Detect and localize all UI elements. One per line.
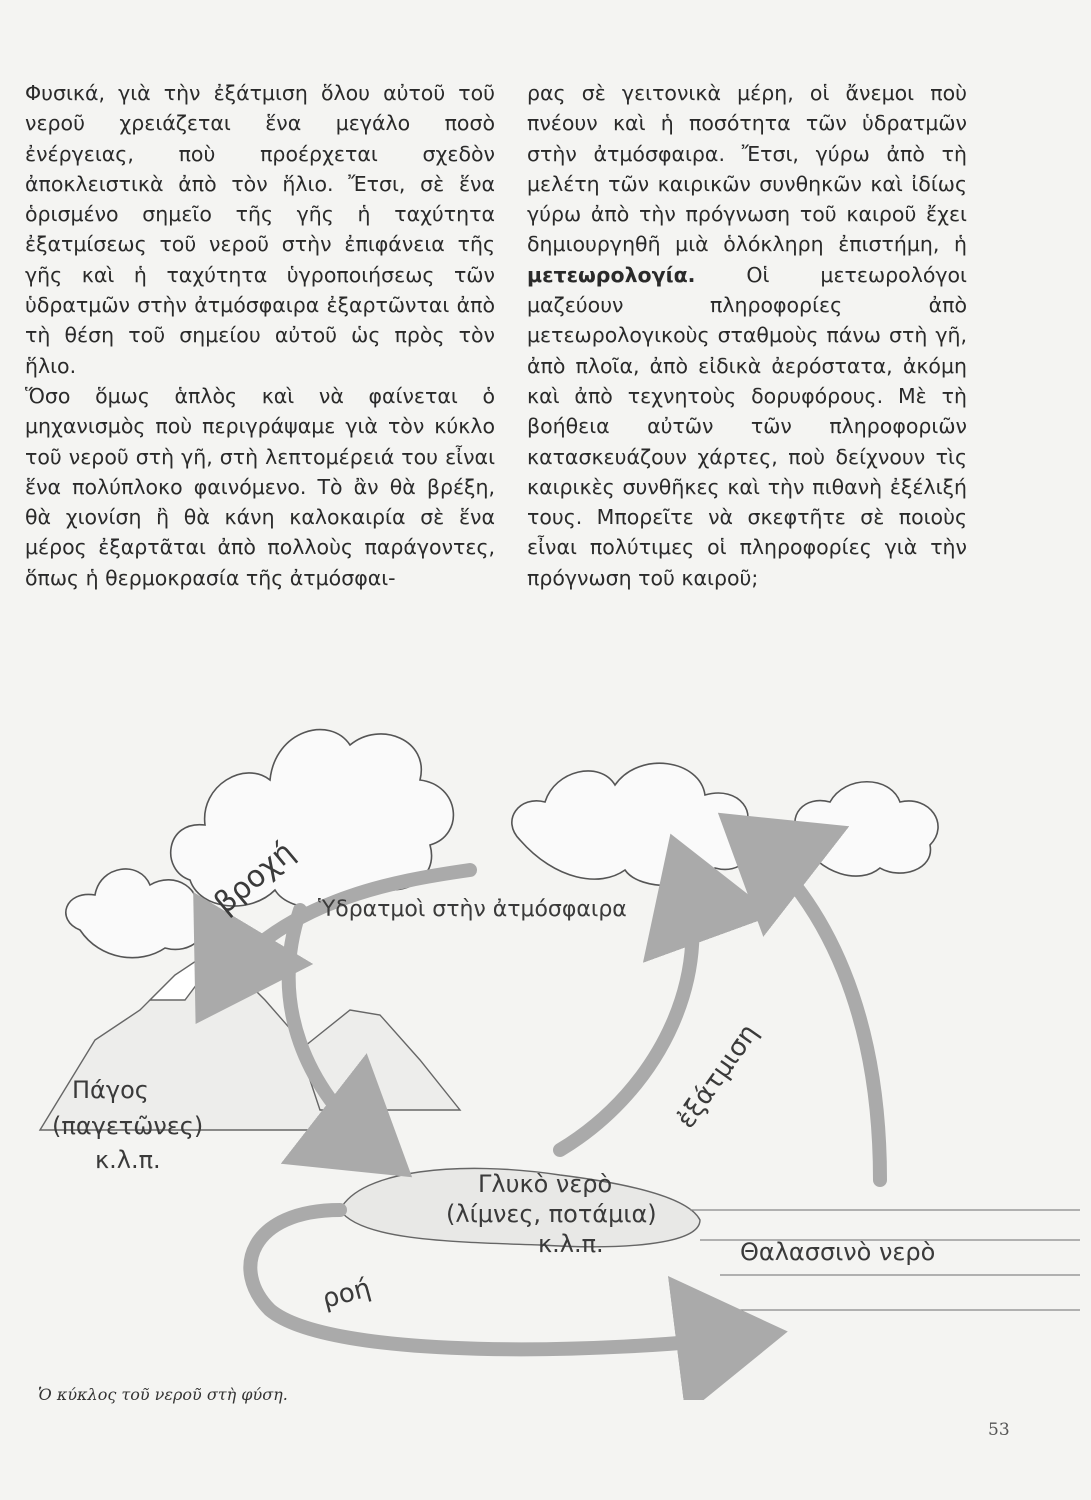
left-text-column (25, 78, 495, 593)
label-vapor: Ὑδρατμοὶ στὴν ἀτμόσφαιρα (318, 897, 627, 922)
water-cycle-diagram (0, 570, 1091, 1400)
label-fresh-2: (λίμνες, ποτάμια) (446, 1200, 657, 1228)
label-evaporation: ἐξάτμιση (671, 1018, 765, 1135)
label-flow: ροή (319, 1273, 375, 1315)
right-text-column (527, 78, 967, 593)
page-number: 53 (988, 1420, 1010, 1440)
paragraph-text: Οἱ μετεωρολόγοι μαζεύουν πληροφορίες ἀπὸ μετεωρολογικοὺς σταθμοὺς πάνω στὴ γῆ, ἀπὸ πλοῖα, ἀπὸ εἰδικὰ ἀερόστατα, ἀκόμη καὶ ἀπὸ τεχνητοὺς δορυφόρους. Μὲ τὴ βοήθεια αὐτῶν τῶν πληροφοριῶν κατασκευάζουν χάρτες, ποὺ δείχνουν τὶς καιρικὲς συνθῆκες καὶ τὴν πιθανὴ ἐξέλιξή τους. Μπορεῖτε νὰ σκεφτῆτε σὲ ποιοὺς εἶναι πολύτιμες οἱ πληροφορίες γιὰ τὴν πρόγνωση τοῦ καιροῦ; (527, 262, 967, 590)
figure-caption: Ὁ κύκλος τοῦ νεροῦ στὴ φύση. (38, 1385, 288, 1404)
label-ice-2: (παγετῶνες) (52, 1112, 204, 1140)
paragraph: Φυσικά, γιὰ τὴν ἐξάτμιση ὅλου αὐτοῦ τοῦ νεροῦ χρειάζεται ἕνα μεγάλο ποσὸ ἐνέργειας, ποὺ προέρχεται σχεδὸν ἀποκλειστικὰ ἀπὸ τὸν ἥλιο. Ἔτσι, σὲ ἕνα ὁρισμένο σημεῖο τῆς γῆς ἡ ταχύτητα ἐξατμίσεως τοῦ νεροῦ στὴν ἐπιφάνεια τῆς γῆς καὶ ἡ ταχύτητα ὑγροποιήσεως τῶν ὑδρατμῶν στὴν ἀτμόσφαιρα ἐξαρτῶνται ἀπὸ τὴ θέση τοῦ σημείου αὐτοῦ ὡς πρὸς τὸν ἥλιο. (25, 81, 495, 378)
label-fresh-1: Γλυκὸ νερὸ (478, 1170, 613, 1198)
label-ice-1: Πάγος (72, 1076, 149, 1104)
paragraph (527, 78, 967, 593)
label-rain: βροχή (207, 834, 302, 922)
label-ice-3: κ.λ.π. (95, 1146, 161, 1174)
term-meteorology: μετεωρολογία. (527, 262, 696, 287)
cloud-left (66, 730, 454, 958)
label-fresh-3: κ.λ.π. (538, 1230, 604, 1258)
paragraph-text: ρας σὲ γειτονικὰ μέρη, οἱ ἄνεμοι ποὺ πνέουν καὶ ἡ ποσότητα τῶν ὑδρατμῶν στὴν ἀτμόσφαιρα. Ἔτσι, γύρω ἀπὸ τὴ μελέτη τῶν καιρικῶν συνθηκῶν καὶ ἰδίως γύρω ἀπὸ τὴν πρόγνωση τοῦ καιροῦ ἔχει δημιουργηθῆ μιὰ ὁλόκληρη ἐπιστήμη, ἡ (527, 81, 967, 257)
paragraph: Ὅσο ὅμως ἁπλὸς καὶ νὰ φαίνεται ὁ μηχανισμὸς ποὺ περιγράψαμε γιὰ τὸν κύκλο τοῦ νεροῦ στὴ γῆ, στὴ λεπτομέρειά του εἶναι ἕνα πολύπλοκο φαινόμενο. Τὸ ἂν θὰ βρέξη, θὰ χιονίση ἢ θὰ κάνη καλοκαιρία σὲ ἕνα μέρος ἐξαρτᾶται ἀπὸ πολλοὺς παράγοντες, ὅπως ἡ θερμοκρασία τῆς ἀτμόσφαι- (25, 383, 495, 590)
cloud-right (512, 763, 938, 885)
label-sea: Θαλασσινὸ νερὸ (740, 1238, 936, 1266)
